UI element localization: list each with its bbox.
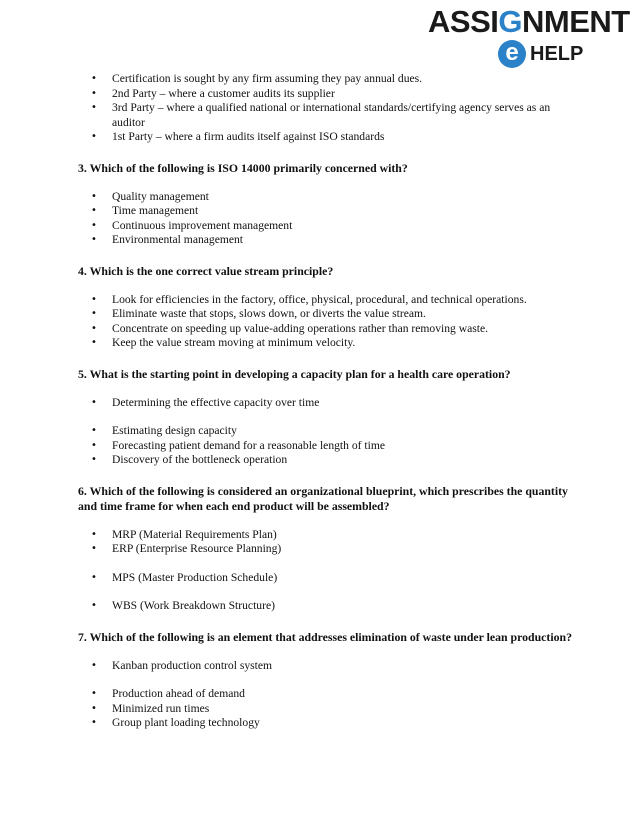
option-item: • MPS (Master Production Schedule) [78,571,578,586]
option-item: • Eliminate waste that stops, slows down, or diverts the value stream. [78,307,578,322]
option-item: • Certification is sought by any firm assuming they pay annual dues. [78,72,578,87]
option-item: • 3rd Party – where a qualified national or international standards/certifying agency serves as an auditor [78,101,578,130]
option-item: • Minimized run times [78,702,578,717]
option-item: • Estimating design capacity [78,424,578,439]
question-6: 6. Which of the following is considered an organizational blueprint, which prescribes the quantity and time frame for when each end product will be assembled? [78,483,568,513]
option-item: • Environmental management [78,233,578,248]
option-item: • Determining the effective capacity over time [78,396,578,411]
question-4: 4. Which is the one correct value stream principle? [78,263,334,278]
logo-text-g: G [498,4,522,39]
question-5-options [78,396,578,468]
option-item: • Continuous improvement management [78,219,578,234]
option-item: • Keep the value stream moving at minimum velocity. [78,336,578,351]
option-item: • 1st Party – where a firm audits itself against ISO standards [78,130,578,145]
option-item: • Group plant loading technology [78,716,578,731]
question-6-options [78,528,578,614]
logo-wordmark [428,4,630,40]
option-item: • Look for efficiencies in the factory, office, physical, procedural, and technical operations. [78,293,578,308]
option-item: • Discovery of the bottleneck operation [78,453,578,468]
logo-text-part1: ASSI [428,4,499,39]
logo-help-text: HELP [530,43,584,65]
option-item: • WBS (Work Breakdown Structure) [78,599,578,614]
logo-e-icon: e [498,40,526,68]
option-item: • Quality management [78,190,578,205]
option-item: • Concentrate on speeding up value-adding operations rather than removing waste. [78,322,578,337]
question-3-options [78,190,578,248]
option-item: • Production ahead of demand [78,687,578,702]
option-item: • ERP (Enterprise Resource Planning) [78,542,578,557]
option-item: • 2nd Party – where a customer audits its supplier [78,87,578,102]
option-item: • Forecasting patient demand for a reasonable length of time [78,439,578,454]
question-7: 7. Which of the following is an element that addresses elimination of waste under lean production? [78,629,572,644]
option-item: • MRP (Material Requirements Plan) [78,528,578,543]
option-item: • Time management [78,204,578,219]
question-4-options [78,293,578,351]
document-body [78,72,578,731]
assignment-help-logo [428,4,628,74]
logo-text-part3: NMENT [521,4,630,39]
option-item: • Kanban production control system [78,659,578,674]
question-3: 3. Which of the following is ISO 14000 primarily concerned with? [78,160,408,175]
question-7-options [78,659,578,731]
prev-question-options [78,72,578,145]
question-5: 5. What is the starting point in developing a capacity plan for a health care operation? [78,366,511,381]
